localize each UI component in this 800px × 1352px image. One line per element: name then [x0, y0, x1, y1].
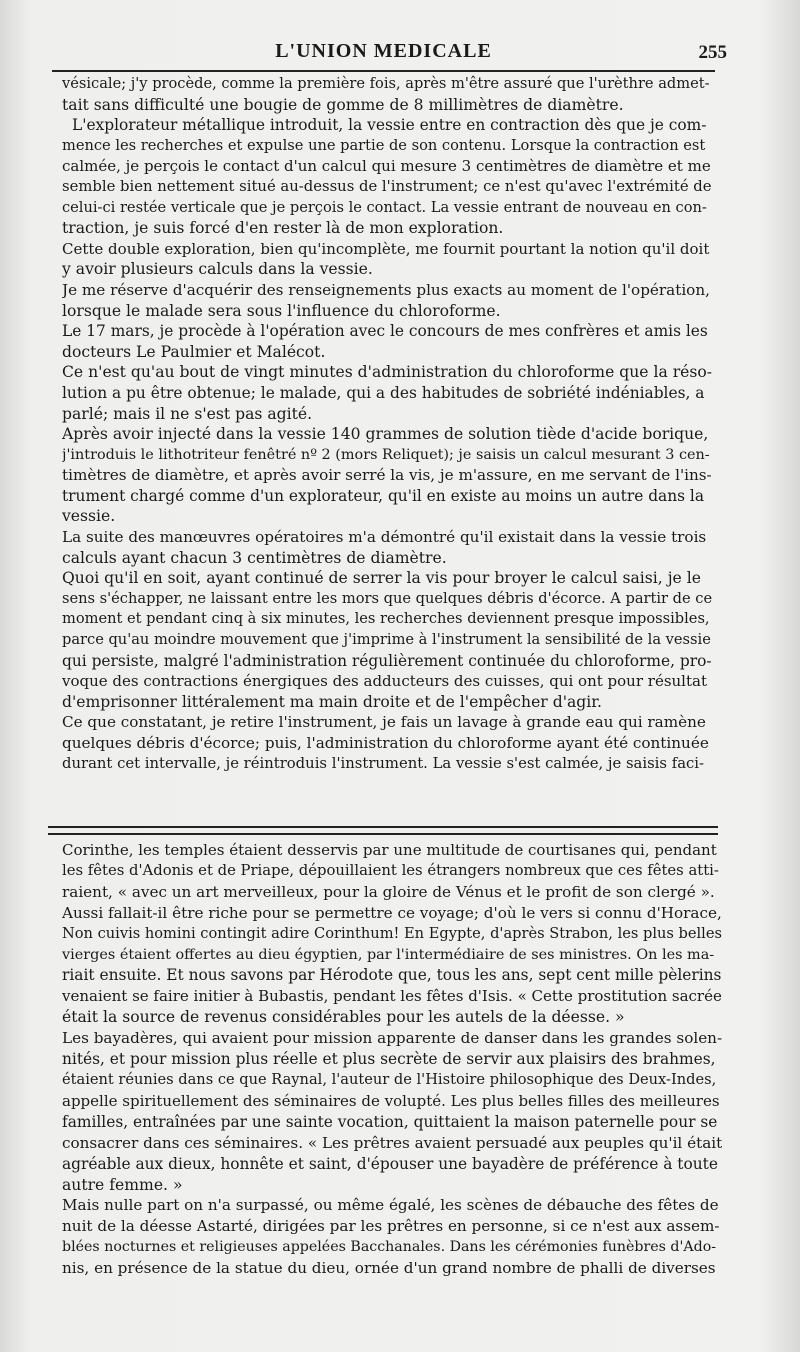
note-line: Corinthe, les temples étaient desservis par une multitude de courtisanes qui, pendant: [62, 841, 717, 859]
note-line: appelle spirituellement des séminaires de volupté. Les plus belles filles des meilleures: [62, 1091, 720, 1110]
text-line: mence les recherches et expulse une partie de son contenu. Lorsque la contraction est: [62, 136, 706, 154]
text-line: Je me réserve d'acquérir des renseignements plus exacts au moment de l'opération,: [62, 280, 710, 299]
text-line: sens s'échapper, ne laissant entre les mors que quelques débris d'écorce. A partir de ce: [62, 589, 712, 607]
text-line: La suite des manœuvres opératoires m'a démontré qu'il existait dans la vessie trois: [62, 528, 707, 547]
text-line: timètres de diamètre, et après avoir serré la vis, je m'assure, en me servant de l'ins-: [62, 466, 712, 485]
text-line: vessie.: [62, 507, 116, 526]
text-line: durant cet intervalle, je réintroduis l'instrument. La vessie s'est calmée, je saisis faci-: [62, 754, 705, 772]
text-line: quelques débris d'écorce; puis, l'administration du chloroforme ayant été continuée: [62, 734, 709, 752]
note-line: Mais nulle part on n'a surpassé, ou même égalé, les scènes de débauche des fêtes de: [62, 1196, 719, 1215]
running-title: L'UNION MEDICALE: [275, 40, 492, 62]
note-line: riait ensuite. Et nous savons par Hérodote que, tous les ans, sept cent mille pèlerins: [62, 966, 722, 985]
text-line: calmée, je perçois le contact d'un calcul qui mesure 3 centimètres de diamètre et me: [62, 157, 711, 176]
text-line: y avoir plusieurs calculs dans la vessie.: [62, 260, 373, 279]
note-line: étaient réunies dans ce que Raynal, l'auteur de l'Histoire philosophique des Deux-Indes,: [62, 1070, 717, 1088]
page-header: [52, 40, 727, 68]
note-line: Non cuivis homini contingit adire Corinthum! En Egypte, d'après Strabon, les plus belles: [62, 924, 722, 942]
text-line: Cette double exploration, bien qu'incomplète, me fournit pourtant la notion qu'il doit: [62, 239, 710, 258]
note-line: Les bayadères, qui avaient pour mission apparente de danser dans les grandes solen-: [62, 1029, 722, 1048]
note-line: autre femme. »: [62, 1175, 183, 1194]
main-text-body: [62, 74, 712, 774]
note-line: nis, en présence de la statue du dieu, ornée d'un grand nombre de phalli de diverses: [62, 1259, 716, 1278]
text-line: calculs ayant chacun 3 centimètres de diamètre.: [62, 548, 447, 567]
note-line: consacrer dans ces séminaires. « Les prêtres avaient persuadé aux peuples qu'il était: [62, 1133, 722, 1152]
note-line: était la source de revenus considérables pour les autels de la déesse. »: [62, 1008, 625, 1027]
text-line: tait sans difficulté une bougie de gomme de 8 millimètres de diamètre.: [62, 95, 624, 114]
page-number: 255: [698, 42, 727, 63]
text-line: voque des contractions énergiques des adducteurs des cuisses, qui ont pour résultat: [62, 672, 707, 691]
text-line: vésicale; j'y procède, comme la première fois, après m'être assuré que l'urèthre admet-: [62, 75, 710, 92]
text-line: d'emprisonner littéralement ma main droite et de l'empêcher d'agir.: [62, 692, 602, 711]
text-line: Quoi qu'il en soit, ayant continué de serrer la vis pour broyer le calcul saisi, je le: [62, 569, 701, 588]
text-line: parlé; mais il ne s'est pas agité.: [62, 404, 313, 423]
text-line: Ce que constatant, je retire l'instrument, je fais un lavage à grande eau qui ramène: [62, 713, 706, 732]
note-line: vierges étaient offertes au dieu égyptien, par l'intermédiaire de ses ministres. On les ma-: [62, 946, 715, 963]
text-line: traction, je suis forcé d'en rester là de mon exploration.: [62, 219, 504, 238]
text-line: lution a pu être obtenue; le malade, qui a des habitudes de sobriété indéniables, a: [62, 383, 705, 402]
text-line: trument chargé comme d'un explorateur, qu'il en existe au moins un autre dans la: [62, 486, 705, 505]
text-line: docteurs Le Paulmier et Malécot.: [62, 342, 326, 361]
note-line: Aussi fallait-il être riche pour se permettre ce voyage; d'où le vers si connu d'Horace,: [62, 903, 722, 922]
text-line: lorsque le malade sera sous l'influence du chloroforme.: [62, 301, 501, 320]
text-line: Après avoir injecté dans la vessie 140 grammes de solution tiède d'acide borique,: [62, 425, 709, 444]
note-line: agréable aux dieux, honnête et saint, d'épouser une bayadère de préférence à toute: [62, 1154, 718, 1173]
text-line: moment et pendant cinq à six minutes, les recherches deviennent presque impossibles,: [62, 610, 710, 628]
note-line: blées nocturnes et religieuses appelées Bacchanales. Dans les cérémonies funèbres d'Ado-: [62, 1239, 717, 1256]
note-line: raient, « avec un art merveilleux, pour la gloire de Vénus et le profit de son clergé ».: [62, 882, 715, 901]
text-line: Le 17 mars, je procède à l'opération avec le concours de mes confrères et amis les: [62, 322, 708, 341]
note-line: nités, et pour mission plus réelle et plus secrète de servir aux plaisirs des brahmes,: [62, 1050, 716, 1069]
text-line: qui persiste, malgré l'administration régulièrement continuée du chloroforme, pro-: [62, 651, 712, 670]
text-line: Ce n'est qu'au bout de vingt minutes d'administration du chloroforme que la réso-: [62, 363, 712, 382]
text-line: celui-ci restée verticale que je perçois le contact. La vessie entrant de nouveau en con-: [62, 198, 707, 216]
footnote-separator: [48, 826, 718, 835]
text-line: L'explorateur métallique introduit, la vessie entre en contraction dès que je com-: [72, 116, 707, 135]
footnote-text-body: [62, 840, 722, 1279]
note-line: venaient se faire initier à Bubastis, pendant les fêtes d'Isis. « Cette prostitution sacrée: [62, 987, 722, 1006]
note-line: les fêtes d'Adonis et de Priape, dépouillaient les étrangers nombreux que ces fêtes atti-: [62, 861, 719, 879]
text-line: parce qu'au moindre mouvement que j'imprime à l'instrument la sensibilité de la vessie: [62, 631, 711, 649]
note-line: nuit de la déesse Astarté, dirigées par les prêtres en personne, si ce n'est aux assem-: [62, 1217, 720, 1236]
text-line: semble bien nettement situé au-dessus de l'instrument; ce n'est qu'avec l'extrémité de: [62, 177, 712, 195]
text-line: j'introduis le lithotriteur fenêtré nº 2 (mors Reliquet); je saisis un calcul mesurant 3 cen-: [62, 446, 710, 463]
header-rule: [52, 70, 715, 72]
note-line: familles, entraînées par une sainte vocation, quittaient la maison paternelle pour se: [62, 1112, 718, 1131]
